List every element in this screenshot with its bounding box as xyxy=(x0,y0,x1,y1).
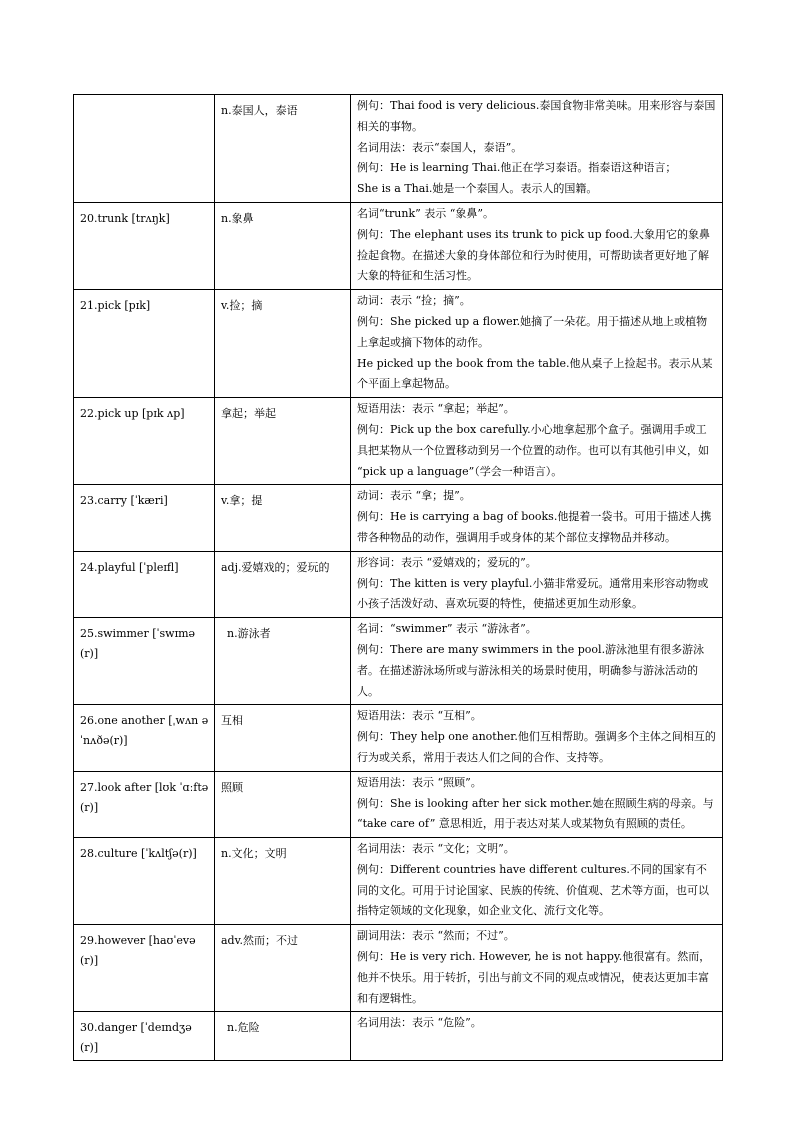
word-cell: 21.pick [pɪk] xyxy=(74,290,215,398)
usage-cell xyxy=(351,290,723,398)
usage-cell xyxy=(351,398,723,485)
usage-cell xyxy=(351,95,723,203)
word-cell: 25.swimmer [ˈswɪmə(r)] xyxy=(74,618,215,705)
usage-line: 例句：The elephant uses its trunk to pick up food.大象用它的象鼻捡起食物。在描述大象的身体部位和行为时使用，可帮助读者更好地了解大象的特征和生活习性。 xyxy=(357,227,711,283)
meaning-cell: 互相 xyxy=(215,705,351,771)
word-cell: 30.danger [ˈdeɪndʒə(r)] xyxy=(74,1012,215,1061)
meaning-cell: n.危险 xyxy=(215,1012,351,1061)
usage-line: 短语用法：表示 “拿起；举起”。 xyxy=(357,402,515,416)
usage-cell xyxy=(351,838,723,925)
word-cell: 28.culture [ˈkʌltʃə(r)] xyxy=(74,838,215,925)
meaning-cell: n.游泳者 xyxy=(215,618,351,705)
usage-line: 名词用法：表示 “危险”。 xyxy=(357,1016,482,1030)
meaning-cell: n.文化；文明 xyxy=(215,838,351,925)
usage-line: 例句：He is very rich. However, he is not happy.他很富有。然而，他并不快乐。用于转折，引出与前文不同的观点或情况，使表达更加丰富和有逻辑性。 xyxy=(357,950,711,1005)
usage-cell xyxy=(351,771,723,837)
usage-line: 动词：表示 “拿；提”。 xyxy=(357,489,471,503)
vocabulary-table-body xyxy=(74,95,723,1061)
usage-line: 例句：She picked up a flower.她摘了一朵花。用于描述从地上或植物上拿起或摘下物体的动作。 xyxy=(357,314,708,349)
usage-line: 例句：He is carrying a bag of books.他提着一袋书。可用于描述人携带各种物品的动作，强调用手或身体的某个部位支撑物品并移动。 xyxy=(357,510,712,544)
usage-line: 例句：They help one another.他们互相帮助。强调多个主体之间相互的行为或关系，常用于表达人们之间的合作、支持等。 xyxy=(357,730,716,764)
meaning-cell: 拿起；举起 xyxy=(215,398,351,485)
usage-cell xyxy=(351,925,723,1012)
meaning-cell: n.象鼻 xyxy=(215,202,351,289)
table-row xyxy=(74,838,723,925)
meaning-cell: adv.然而；不过 xyxy=(215,925,351,1012)
usage-cell xyxy=(351,705,723,771)
usage-line: 例句：The kitten is very playful.小猫非常爱玩。通常用来形容动物或小孩子活泼好动、喜欢玩耍的特性，使描述更加生动形象。 xyxy=(357,576,709,611)
usage-line: 例句：She is looking after her sick mother.她在照顾生病的母亲。与 “take care of” 意思相近，用于表达对某人或某物负有照顾的责任。 xyxy=(357,796,714,831)
table-row xyxy=(74,1012,723,1061)
word-cell: 26.one another [ˌwʌn əˈnʌðə(r)] xyxy=(74,705,215,771)
word-cell: 27.look after [lʊk ˈɑːftə(r)] xyxy=(74,771,215,837)
usage-cell xyxy=(351,202,723,289)
word-cell xyxy=(74,95,215,203)
table-row xyxy=(74,618,723,705)
word-cell: 29.however [haʊˈevə(r)] xyxy=(74,925,215,1012)
word-cell: 20.trunk [trʌŋk] xyxy=(74,202,215,289)
usage-line: 例句：Different countries have different cultures.不同的国家有不同的文化。可用于讨论国家、民族的传统、价值观、艺术等方面，也可以指特定领域的文化现象，如企业文化、流行文化等。 xyxy=(357,862,709,918)
table-row xyxy=(74,290,723,398)
usage-line: 短语用法：表示 “互相”。 xyxy=(357,709,482,723)
usage-line: 名词用法：表示“泰国人，泰语”。 xyxy=(357,140,523,154)
usage-line: She is a Thai.她是一个泰国人。表示人的国籍。 xyxy=(357,182,598,196)
usage-cell xyxy=(351,485,723,551)
meaning-cell: 照顾 xyxy=(215,771,351,837)
usage-line: 名词：“swimmer” 表示 “游泳者”。 xyxy=(357,622,537,636)
usage-line: 副词用法：表示 “然而；不过”。 xyxy=(357,929,515,943)
usage-cell xyxy=(351,551,723,617)
usage-line: 形容词：表示 “爱嬉戏的；爱玩的”。 xyxy=(357,555,537,569)
word-cell: 24.playful [ˈpleɪfl] xyxy=(74,551,215,617)
usage-line: 动词：表示 “捡；摘”。 xyxy=(357,294,471,308)
usage-cell xyxy=(351,618,723,705)
word-cell: 22.pick up [pɪk ʌp] xyxy=(74,398,215,485)
usage-line: 例句：He is learning Thai.他正在学习泰语。指泰语这种语言； xyxy=(357,161,677,175)
usage-line: 名词用法：表示 “文化；文明”。 xyxy=(357,842,515,856)
meaning-cell: n.泰国人，泰语 xyxy=(215,95,351,203)
table-row xyxy=(74,551,723,617)
table-row xyxy=(74,398,723,485)
usage-line: 短语用法：表示 “照顾”。 xyxy=(357,775,482,789)
meaning-cell: adj.爱嬉戏的；爱玩的 xyxy=(215,551,351,617)
table-row xyxy=(74,771,723,837)
usage-line: 例句：There are many swimmers in the pool.游泳池里有很多游泳者。在描述游泳场所或与游泳相关的场景时使用，明确参与游泳活动的人。 xyxy=(357,642,705,698)
table-row xyxy=(74,202,723,289)
word-cell: 23.carry [ˈkæri] xyxy=(74,485,215,551)
usage-line: He picked up the book from the table.他从桌子上捡起书。表示从某个平面上拿起物品。 xyxy=(357,356,713,391)
table-row xyxy=(74,705,723,771)
usage-cell xyxy=(351,1012,723,1061)
table-row xyxy=(74,95,723,203)
usage-line: 例句：Thai food is very delicious.泰国食物非常美味。用来形容与泰国相关的事物。 xyxy=(357,99,716,133)
meaning-cell: v.拿；提 xyxy=(215,485,351,551)
meaning-cell: v.捡；摘 xyxy=(215,290,351,398)
usage-line: 例句：Pick up the box carefully.小心地拿起那个盒子。强调用手或工具把某物从一个位置移动到另一个位置的动作。也可以有其他引申义，如 “pick up a language”（学会一种语言）。 xyxy=(357,422,709,478)
vocabulary-table xyxy=(73,94,723,1061)
table-row xyxy=(74,925,723,1012)
table-row xyxy=(74,485,723,551)
usage-line: 名词“trunk” 表示 “象鼻”。 xyxy=(357,206,494,220)
